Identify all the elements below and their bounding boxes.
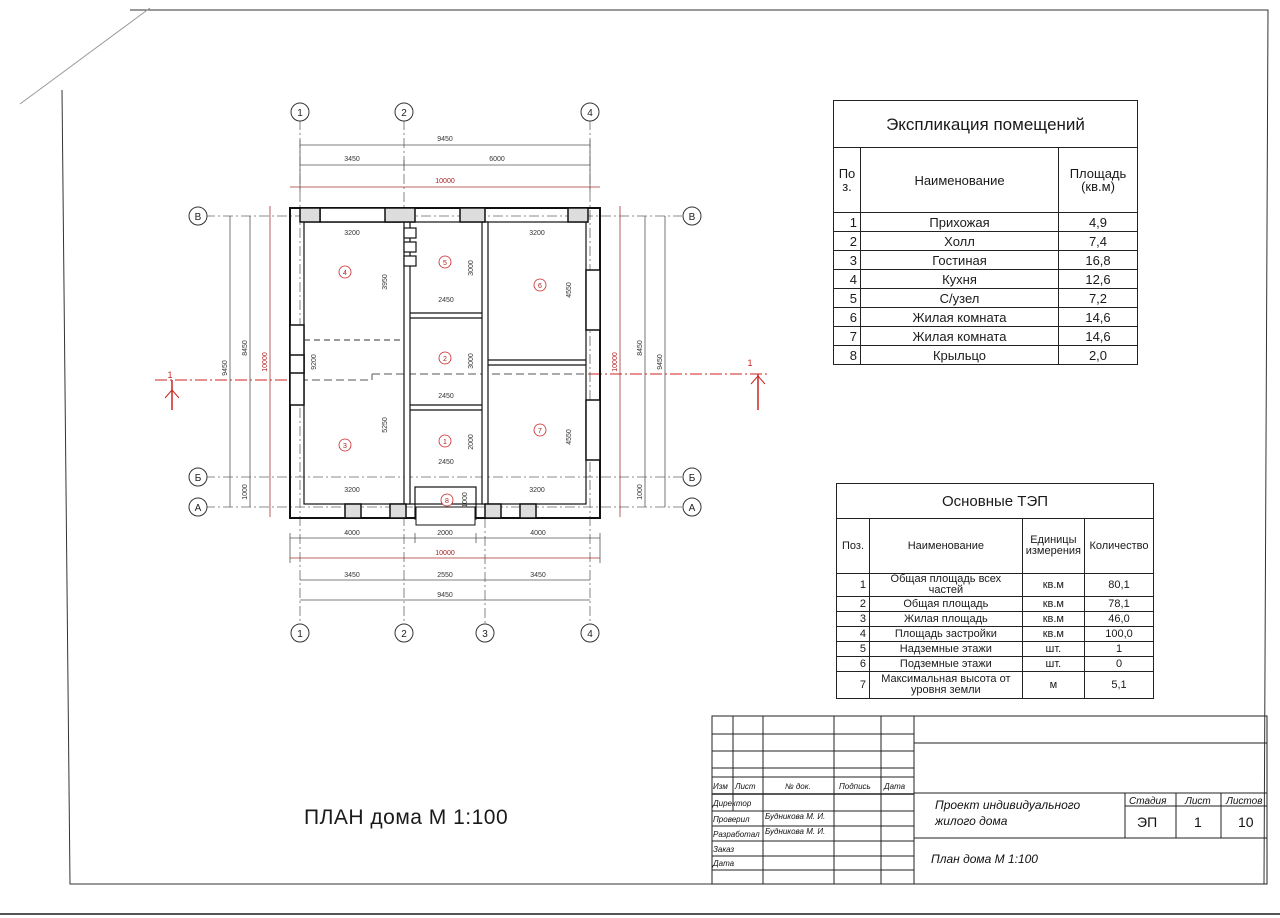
row-area: 14,6 [1059,327,1138,346]
table-row [834,346,1138,365]
room-number-5: 5 [443,260,447,267]
explication-table [833,100,1138,365]
dim-right-1000: 1000 [637,484,644,500]
dim-left-9200: 9200 [311,354,318,370]
stamp-izm: Изм [713,782,728,791]
tep-title: Основные ТЭП [837,484,1154,519]
row-area: 7,4 [1059,232,1138,251]
row-qty: 0 [1085,657,1154,672]
stamp-date-row: Дата [713,859,735,868]
tep-col-name: Наименование [870,519,1023,574]
tep-col-qty: Количество [1085,519,1154,574]
dim-top-10000: 10000 [435,178,455,185]
axis-top-2: 2 [401,108,407,119]
row-name: Жилая комната [861,327,1059,346]
axis-top-4: 4 [587,108,593,119]
stamp-date: Дата [884,782,906,791]
dim-top-3450: 3450 [344,156,360,163]
room-number-7: 7 [538,428,542,435]
dim-inner-3200-br: 3200 [529,487,545,494]
stamp-drawing-name: План дома М 1:100 [931,852,1038,866]
table-row [837,627,1154,642]
dim-inner-5250: 5250 [382,417,389,433]
dim-inner-2450c: 2450 [438,459,454,466]
axis-right-b: Б [688,473,696,484]
row-name: Общая площадь [870,597,1023,612]
room-number-3: 3 [343,443,347,450]
table-row [834,270,1138,289]
row-qty: 46,0 [1085,612,1154,627]
dim-inner-3200-tr: 3200 [529,230,545,237]
dim-right-9450: 9450 [657,354,664,370]
room-number-1: 1 [443,439,447,446]
row-area: 4,9 [1059,213,1138,232]
dim-inner-3000a: 3000 [468,260,475,276]
table-row [834,213,1138,232]
row-qty: 80,1 [1085,574,1154,597]
stamp-doc: № док. [785,782,811,791]
dim-inner-3200-tl: 3200 [344,230,360,237]
table-row [837,612,1154,627]
row-num: 2 [837,597,870,612]
dim-inner-1000-porch: 1000 [462,492,469,508]
axis-top-1: 1 [297,108,303,119]
stamp-sheet-header: Лист [1185,796,1211,807]
row-name: С/узел [861,289,1059,308]
row-name: Надземные этажи [870,642,1023,657]
title-block [711,715,1280,885]
dim-bottom-4000a: 4000 [344,530,360,537]
row-area: 16,8 [1059,251,1138,270]
section-mark-left: 1 [167,370,173,380]
plan-title: ПЛАН дома М 1:100 [304,806,509,829]
stamp-stage-header: Стадия [1129,796,1167,807]
stamp-sheets: 10 [1238,814,1254,830]
dim-inner-2450a: 2450 [438,297,454,304]
explication-col-pos: По з. [834,148,861,213]
row-name: Крыльцо [861,346,1059,365]
dim-bottom-4000b: 4000 [530,530,546,537]
table-row [834,251,1138,270]
dim-inner-2450b: 2450 [438,393,454,400]
stamp-sign: Подпись [839,782,871,791]
row-qty: 100,0 [1085,627,1154,642]
row-unit: кв.м [1022,612,1084,627]
table-row [837,672,1154,699]
dim-bottom-2550: 2550 [437,572,453,579]
row-name: Жилая площадь [870,612,1023,627]
row-num: 3 [834,251,861,270]
dim-inner-3950: 3950 [382,274,389,290]
dim-bottom-9450: 9450 [437,592,453,599]
row-num: 4 [837,627,870,642]
row-num: 3 [837,612,870,627]
table-row [834,308,1138,327]
stamp-developed: Разработал [713,830,760,839]
row-num: 6 [837,657,870,672]
axis-right-a: А [688,503,696,514]
dim-inner-4550a: 4550 [566,282,573,298]
row-num: 5 [837,642,870,657]
row-num: 1 [837,574,870,597]
axis-bottom-2: 2 [401,629,407,640]
row-num: 4 [834,270,861,289]
tep-col-pos: Поз. [837,519,870,574]
explication-col-area: Площадь (кв.м) [1059,148,1138,213]
dim-right-8450: 8450 [637,340,644,356]
axis-left-a: А [194,503,202,514]
axis-left-b: Б [194,473,202,484]
dim-top-total-9450: 9450 [437,136,453,143]
tep-table [836,483,1154,699]
room-number-6: 6 [538,283,542,290]
row-name: Подземные этажи [870,657,1023,672]
dim-left-8450: 8450 [242,340,249,356]
dim-left-10000: 10000 [262,352,269,372]
row-name: Общая площадь всех частей [870,574,1023,597]
row-unit: шт. [1022,642,1084,657]
row-unit: кв.м [1022,627,1084,642]
row-name: Гостиная [861,251,1059,270]
stamp-sheet: 1 [1194,814,1202,830]
tep-col-unit: Единицы измерения [1022,519,1084,574]
row-num: 7 [834,327,861,346]
axis-bottom-3: 3 [482,629,488,640]
row-unit: м [1022,672,1084,699]
row-qty: 1 [1085,642,1154,657]
table-row [837,574,1154,597]
axis-bottom-1: 1 [297,629,303,640]
row-num: 7 [837,672,870,699]
dim-bottom-10000: 10000 [435,550,455,557]
row-name: Площадь застройки [870,627,1023,642]
dim-left-9450: 9450 [222,360,229,376]
stamp-project-line2: жилого дома [935,814,1008,828]
stamp-order: Заказ [713,845,735,854]
dim-inner-4550b: 4550 [566,429,573,445]
stamp-stage: ЭП [1137,814,1158,830]
row-unit: кв.м [1022,597,1084,612]
dim-bottom-3450a: 3450 [344,572,360,579]
stamp-checked: Проверил [713,815,750,824]
dim-right-10000: 10000 [612,352,619,372]
row-num: 8 [834,346,861,365]
row-unit: кв.м [1022,574,1084,597]
room-number-4: 4 [343,270,347,277]
row-name: Кухня [861,270,1059,289]
explication-col-name: Наименование [861,148,1059,213]
table-row [834,327,1138,346]
row-area: 7,2 [1059,289,1138,308]
row-name: Максимальная высота от уровня земли [870,672,1023,699]
row-num: 2 [834,232,861,251]
dim-bottom-3450b: 3450 [530,572,546,579]
row-qty: 78,1 [1085,597,1154,612]
row-area: 12,6 [1059,270,1138,289]
axis-left-v: В [194,212,202,223]
dim-inner-3000b: 3000 [468,353,475,369]
dim-bottom-2000: 2000 [437,530,453,537]
dim-left-1000: 1000 [242,484,249,500]
dim-inner-2000: 2000 [468,434,475,450]
stamp-sheets-header: Листов [1226,796,1263,807]
table-row [834,232,1138,251]
explication-title: Экспликация помещений [834,101,1138,148]
row-num: 6 [834,308,861,327]
stamp-list: Лист [735,782,756,791]
dim-inner-3200-bl: 3200 [344,487,360,494]
table-row [837,642,1154,657]
row-num: 5 [834,289,861,308]
row-unit: шт. [1022,657,1084,672]
row-area: 14,6 [1059,308,1138,327]
table-row [837,657,1154,672]
stamp-developed-name: Будникова М. И. [765,827,826,836]
row-qty: 5,1 [1085,672,1154,699]
room-number-2: 2 [443,356,447,363]
stamp-project-line1: Проект индивидуального [935,798,1081,812]
table-row [837,597,1154,612]
row-num: 1 [834,213,861,232]
row-area: 2,0 [1059,346,1138,365]
room-number-8: 8 [445,498,449,505]
row-name: Холл [861,232,1059,251]
table-row [834,289,1138,308]
stamp-director: Директор [713,799,752,808]
stamp-checked-name: Будникова М. И. [765,812,826,821]
dim-top-6000: 6000 [489,156,505,163]
axis-right-v: В [688,212,696,223]
axis-bottom-4: 4 [587,629,593,640]
section-mark-right: 1 [747,358,753,368]
row-name: Прихожая [861,213,1059,232]
row-name: Жилая комната [861,308,1059,327]
